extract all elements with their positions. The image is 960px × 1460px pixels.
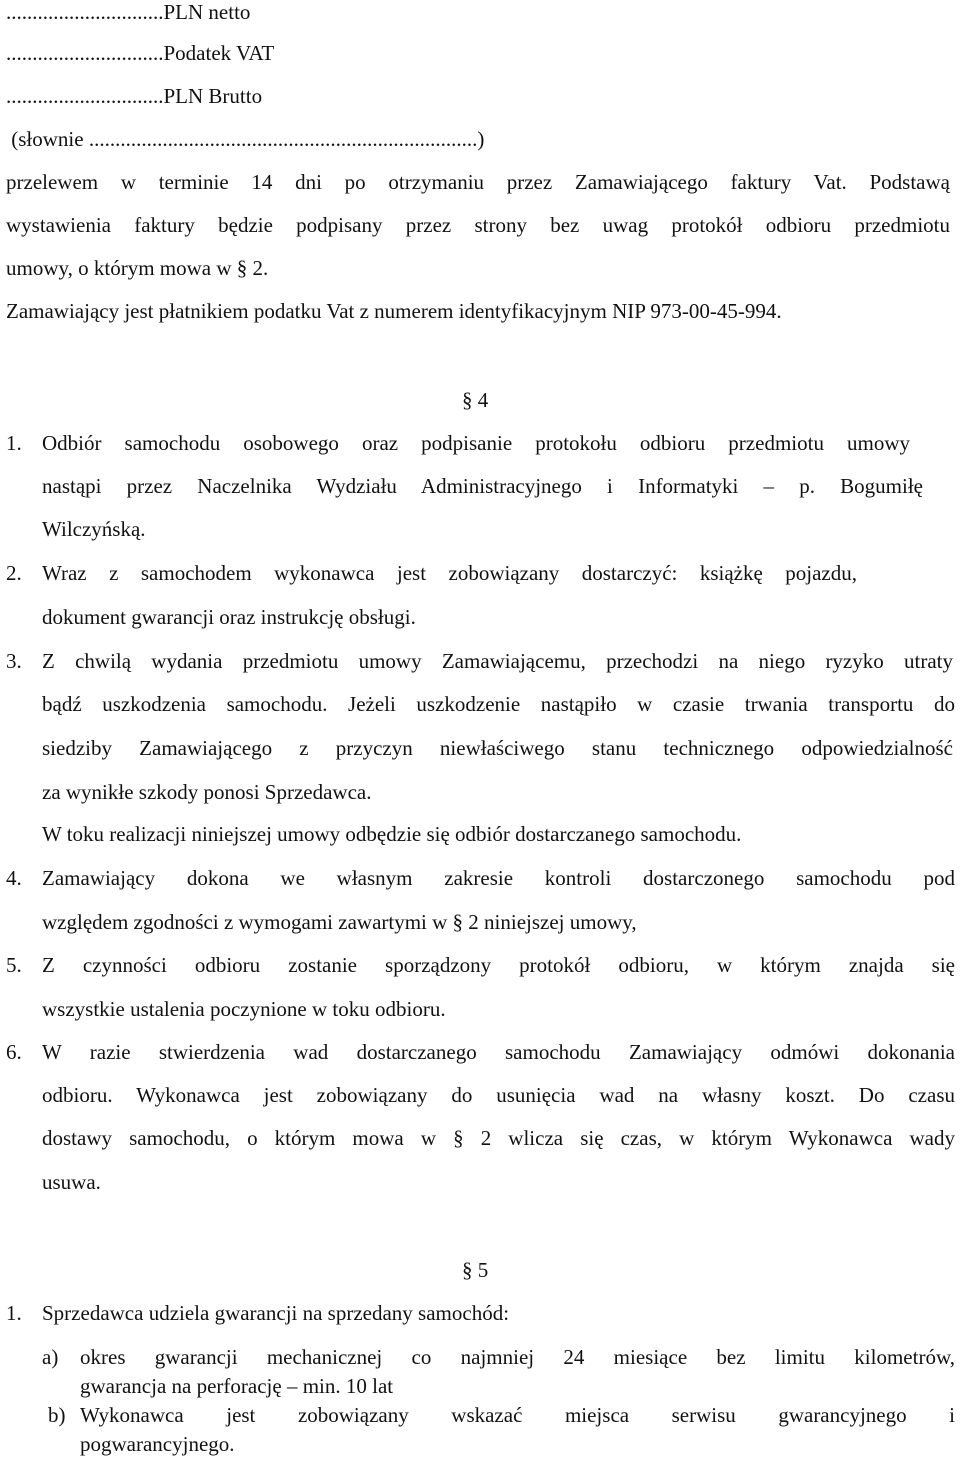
- item-number: 1.: [6, 431, 22, 455]
- price-net-line: ..............................PLN netto: [6, 0, 251, 24]
- payment-text-line-3: umowy, o którym mowa w § 2.: [6, 256, 269, 280]
- payment-text-line-2: wystawienia faktury będzie podpisany przez strony bez uwag protokół odbioru przedmiotu: [6, 213, 950, 237]
- item-1-line-3: Wilczyńską.: [42, 517, 146, 541]
- item-4-line-1: Zamawiający dokona we własnym zakresie kontroli dostarczonego samochodu pod: [42, 866, 955, 890]
- item-6-line-3: dostawy samochodu, o którym mowa w § 2 wlicza się czas, w którym Wykonawca wady: [42, 1126, 955, 1150]
- sub-label-a: a): [42, 1345, 59, 1369]
- sub-a-line-1: okres gwarancji mechanicznej co najmniej 24 miesiące bez limitu kilometrów,: [80, 1345, 955, 1369]
- item-4-line-2: względem zgodności z wymogami zawartymi w § 2 niniejszej umowy,: [42, 910, 637, 934]
- item-number: 5.: [6, 953, 22, 977]
- item-6-line-2: odbioru. Wykonawca jest zobowiązany do usunięcia wad na własny koszt. Do czasu: [42, 1083, 955, 1107]
- item-number: 2.: [6, 561, 22, 585]
- price-vat-line: ..............................Podatek VAT: [6, 41, 275, 65]
- item-number: 1.: [6, 1301, 22, 1325]
- item-3-line-4: za wynikłe szkody ponosi Sprzedawca.: [42, 780, 372, 804]
- sub-b-line-2: pogwarancyjnego.: [80, 1432, 235, 1456]
- item-number: 6.: [6, 1040, 22, 1064]
- item-2-line-2: dokument gwarancji oraz instrukcję obsługi.: [42, 605, 416, 629]
- sub-a-line-2: gwarancja na perforację – min. 10 lat: [80, 1374, 394, 1398]
- warranty-intro: Sprzedawca udziela gwarancji na sprzedany samochód:: [42, 1301, 510, 1325]
- price-in-words-line: (słownie ..........................................................................): [6, 127, 485, 151]
- item-1-line-1: Odbiór samochodu osobowego oraz podpisanie protokołu odbioru przedmiotu umowy: [42, 431, 910, 455]
- item-number: 3.: [6, 649, 22, 673]
- sub-b-line-1: Wykonawca jest zobowiązany wskazać miejsca serwisu gwarancyjnego i: [80, 1403, 955, 1427]
- item-6-line-1: W razie stwierdzenia wad dostarczanego samochodu Zamawiający odmówi dokonania: [42, 1040, 955, 1064]
- payment-text-line-1: przelewem w terminie 14 dni po otrzymaniu przez Zamawiającego faktury Vat. Podstawą: [6, 170, 950, 194]
- item-1-line-2: nastąpi przez Naczelnika Wydziału Administracyjnego i Informatyki – p. Bogumiłę: [42, 474, 923, 498]
- item-5-line-2: wszystkie ustalenia poczynione w toku odbioru.: [42, 997, 446, 1021]
- item-number: 4.: [6, 866, 22, 890]
- item-6-line-4: usuwa.: [42, 1170, 101, 1194]
- item-3-line-2: bądź uszkodzenia samochodu. Jeżeli uszkodzenie nastąpiło w czasie trwania transportu do: [42, 692, 955, 716]
- section-4-heading: § 4: [462, 388, 489, 412]
- sub-label-b: b): [48, 1403, 66, 1427]
- item-2-line-1: Wraz z samochodem wykonawca jest zobowiązany dostarczyć: książkę pojazdu,: [42, 561, 857, 585]
- item-5-line-1: Z czynności odbioru zostanie sporządzony protokół odbioru, w którym znajda się: [42, 953, 955, 977]
- price-gross-line: ..............................PLN Brutto: [6, 84, 263, 108]
- section-5-heading: § 5: [462, 1258, 489, 1282]
- item-3-line-1: Z chwilą wydania przedmiotu umowy Zamawiającemu, przechodzi na niego ryzyko utraty: [42, 649, 953, 673]
- nip-line: Zamawiający jest płatnikiem podatku Vat z numerem identyfikacyjnym NIP 973-00-45-994.: [6, 299, 782, 323]
- item-3-line-3: siedziby Zamawiającego z przyczyn niewłaściwego stanu technicznego odpowiedzialność: [42, 736, 953, 760]
- item-3-line-5: W toku realizacji niniejszej umowy odbędzie się odbiór dostarczanego samochodu.: [42, 822, 742, 846]
